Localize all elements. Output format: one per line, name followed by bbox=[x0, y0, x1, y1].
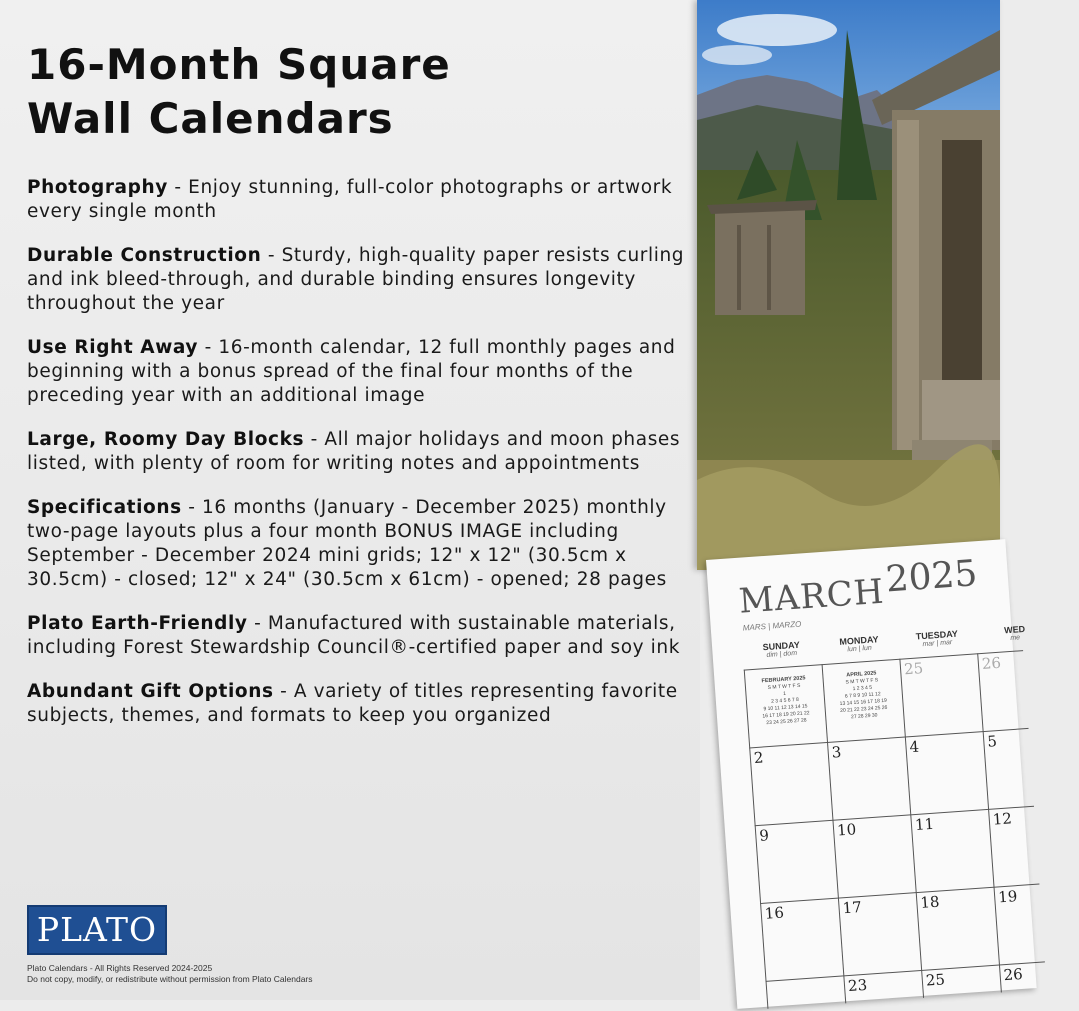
mini-row: 23 24 25 26 27 28 bbox=[766, 717, 807, 727]
feature-text: - Sturdy, high-quality paper resists curling and ink bleed-through, and durable binding ensures longevity throughout the year bbox=[27, 245, 685, 314]
mini-row: 20 21 22 23 24 25 26 bbox=[840, 704, 888, 714]
feature-text: - All major holidays and moon phases listed, with plenty of room for writing notes and appointments bbox=[27, 429, 681, 474]
cabin-landscape-image bbox=[697, 0, 1000, 570]
mini-row: 16 17 18 19 20 21 22 bbox=[762, 710, 810, 720]
title-line-1: 16-Month Square bbox=[27, 40, 451, 89]
copyright-line-2: Do not copy, modify, or redistribute without permission from Plato Calendars bbox=[27, 974, 313, 984]
dow-wednesday bbox=[975, 622, 1054, 644]
feature-text: - 16-month calendar, 12 full monthly pages and beginning with a bonus spread of the final four months of the preceding year with an additional image bbox=[27, 337, 676, 406]
day-number: 25 bbox=[903, 659, 924, 679]
dow-sunday bbox=[742, 638, 821, 660]
feature-heading: Large, Roomy Day Blocks bbox=[27, 429, 305, 450]
feature-item bbox=[27, 612, 692, 660]
feature-text: - Enjoy stunning, full-color photographs or artwork every single month bbox=[27, 177, 673, 222]
day-number: 5 bbox=[986, 732, 998, 751]
calendar-year: 2025 bbox=[884, 553, 979, 601]
calendar-photo bbox=[697, 0, 1000, 570]
day-number: 16 bbox=[764, 903, 785, 923]
mini-title: APRIL 2025 bbox=[846, 670, 877, 679]
feature-item bbox=[27, 244, 692, 316]
mini-row: 1 2 3 4 5 bbox=[852, 684, 873, 693]
calendar-grid-page bbox=[706, 539, 1037, 1009]
calendar-month: MARCH bbox=[737, 571, 886, 622]
dow-label: MONDAY bbox=[839, 634, 879, 647]
feature-list bbox=[27, 176, 692, 748]
mini-head: S M T W T F S bbox=[767, 682, 801, 691]
day-number: 25 bbox=[925, 970, 946, 990]
dow-label: SUNDAY bbox=[762, 639, 801, 653]
feature-text: - 16 months (January - December 2025) monthly two-page layouts plus a four month BONUS IMAGE including September - December 2024 mini grids; 12" x 12" (30.5cm x 30.5cm) - closed; 12" x 24" (30.5cm x 61cm) - opened; 28 pages bbox=[27, 497, 667, 590]
dow-alt: dim | dom bbox=[766, 649, 798, 660]
mini-row: 9 10 11 12 13 14 15 bbox=[763, 703, 808, 713]
day-number: 18 bbox=[919, 892, 941, 912]
dow-alt: mar | mar bbox=[922, 639, 953, 649]
feature-item bbox=[27, 680, 692, 728]
feature-text: - A variety of titles representing favorite subjects, themes, and formats to keep you organized bbox=[27, 681, 678, 726]
mini-row: 2 3 4 5 6 7 8 bbox=[770, 696, 800, 705]
mini-row: 6 7 8 9 10 11 12 bbox=[844, 691, 881, 700]
day-number: 4 bbox=[908, 737, 920, 757]
day-number: 3 bbox=[831, 743, 842, 762]
dow-alt: lun | lun bbox=[847, 644, 872, 654]
mini-calendar-february bbox=[752, 675, 817, 728]
feature-heading: Durable Construction bbox=[27, 245, 262, 266]
mini-head: S M T W T F S bbox=[845, 677, 879, 686]
dow-alt: me bbox=[1010, 634, 1021, 642]
day-number: 2 bbox=[753, 748, 765, 768]
day-number: 17 bbox=[842, 898, 863, 918]
dow-label: WED bbox=[1003, 623, 1026, 636]
dow-monday bbox=[820, 633, 899, 655]
feature-item bbox=[27, 336, 692, 408]
feature-item bbox=[27, 176, 692, 224]
day-number: 12 bbox=[992, 809, 1013, 829]
feature-text: - Manufactured with sustainable materials, including Forest Stewardship Council®-certified paper and soy ink bbox=[27, 613, 681, 658]
mini-calendar-april bbox=[830, 669, 895, 722]
day-number: 10 bbox=[836, 820, 857, 840]
feature-item bbox=[27, 496, 692, 592]
dow-label: TUESDAY bbox=[915, 628, 959, 642]
calendar-month-translations: MARS | MARZO bbox=[742, 619, 802, 633]
mini-row: 27 28 29 30 bbox=[850, 712, 878, 721]
copyright-line-1: Plato Calendars - All Rights Reserved 2024-2025 bbox=[27, 963, 213, 973]
mini-row: 1 bbox=[782, 690, 787, 697]
feature-heading: Abundant Gift Options bbox=[27, 681, 274, 702]
mini-row: 13 14 15 16 17 18 19 bbox=[839, 697, 888, 708]
feature-heading: Photography bbox=[27, 177, 168, 198]
feature-heading: Specifications bbox=[27, 497, 182, 518]
day-number: 26 bbox=[1003, 964, 1024, 985]
page-title bbox=[27, 38, 677, 146]
day-number: 11 bbox=[914, 814, 935, 835]
title-line-2: Wall Calendars bbox=[27, 94, 394, 143]
day-number: 9 bbox=[758, 826, 770, 845]
day-number: 23 bbox=[847, 975, 868, 996]
feature-heading: Use Right Away bbox=[27, 337, 199, 358]
copyright-notice bbox=[27, 963, 487, 985]
dow-tuesday bbox=[898, 627, 977, 649]
feature-heading: Plato Earth-Friendly bbox=[27, 613, 248, 634]
day-number: 26 bbox=[981, 653, 1002, 673]
feature-item bbox=[27, 428, 692, 476]
day-number: 19 bbox=[997, 887, 1018, 907]
plato-logo: PLATO bbox=[27, 905, 167, 955]
mini-title: FEBRUARY 2025 bbox=[761, 675, 806, 685]
